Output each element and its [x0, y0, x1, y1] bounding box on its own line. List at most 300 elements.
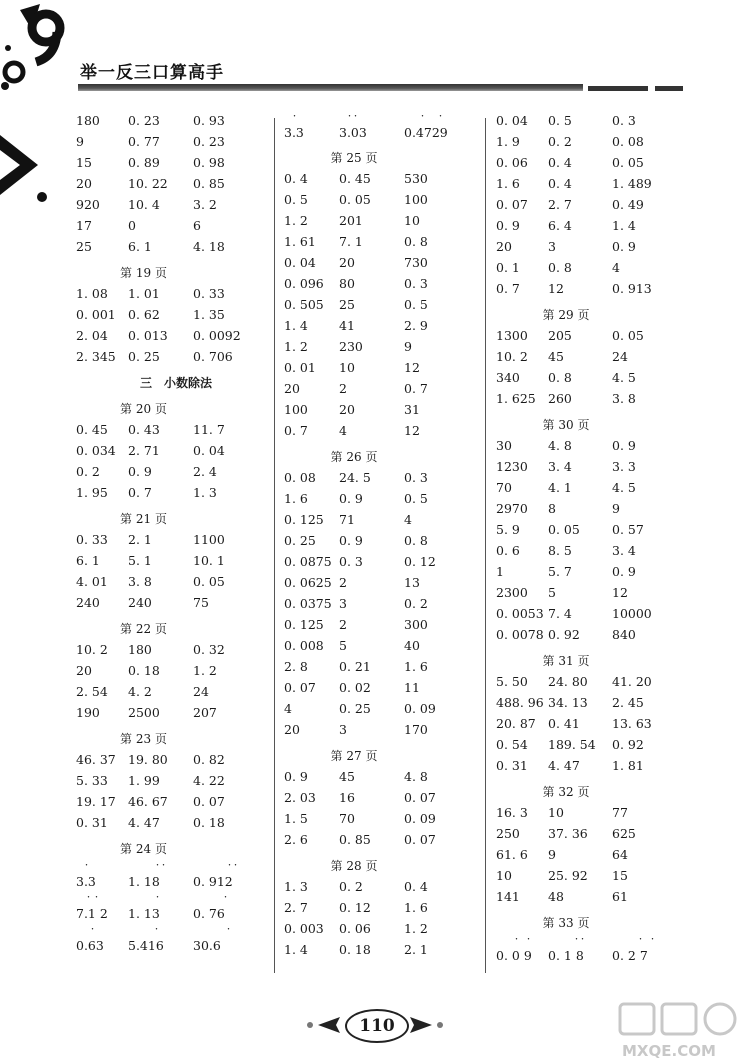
answer-row [496, 564, 696, 585]
answer-row [76, 574, 271, 595]
answer-value: 45 [548, 349, 564, 364]
answer-value: 19. 80 [128, 752, 168, 767]
answer-value: 3. 8 [128, 574, 152, 589]
answer-value: 2300 [496, 585, 528, 600]
repeating-decimal-dot: ˙ [526, 938, 531, 949]
answer-value: 4. 22 [193, 773, 225, 788]
answer-row [76, 485, 271, 506]
answer-value: 5. 33 [76, 773, 108, 788]
answer-column-3 [496, 113, 696, 968]
answer-value: 2. 1 [404, 942, 428, 957]
answer-value: 0. 001 [76, 307, 116, 322]
answer-value: 2. 1 [128, 532, 152, 547]
answer-row [284, 769, 484, 790]
repeating-decimal-dot: ˙ [155, 864, 160, 875]
answer-value: 0. 08 [612, 134, 644, 149]
answer-value: 1. 2 [284, 339, 308, 354]
answer-value: 0. 5 [404, 491, 428, 506]
answer-value: 0. 32 [193, 642, 225, 657]
answer-column-2 [284, 113, 484, 963]
answer-row [284, 213, 484, 234]
answer-value: 2. 03 [284, 790, 316, 805]
answer-value: 0. 07 [404, 790, 436, 805]
answer-value: 4. 47 [128, 815, 160, 830]
answer-row [76, 197, 271, 218]
page-heading: 第 19 页 [120, 266, 167, 280]
answer-row [496, 480, 696, 501]
answer-value: 2. 04 [76, 328, 108, 343]
answer-value: 100 [404, 192, 428, 207]
answer-row [76, 752, 271, 773]
answer-value: 0. 0092 [193, 328, 241, 343]
answer-row [76, 705, 271, 726]
answer-row [496, 459, 696, 480]
answer-value: 1. 5 [284, 811, 308, 826]
answer-value: 260 [548, 391, 572, 406]
answer-value: 10 [548, 805, 564, 820]
answer-row [76, 862, 271, 894]
answer-row [76, 113, 271, 134]
answer-value: 0. 57 [612, 522, 644, 537]
answer-value: 5 [548, 585, 556, 600]
answer-value: 300 [404, 617, 428, 632]
answer-row [496, 260, 696, 281]
answer-value: 1. 81 [612, 758, 644, 773]
answer-value: 4. 2 [128, 684, 152, 699]
answer-value: 0. 23 [193, 134, 225, 149]
answer-value: 0. 9 [339, 491, 363, 506]
answer-value: 4 [284, 701, 292, 716]
repeating-decimal-dot: ˙ [580, 938, 585, 949]
answer-value: 0. 04 [284, 255, 316, 270]
answer-value: 46. 37 [76, 752, 116, 767]
answer-value: 0. 125 [284, 617, 324, 632]
answer-value: 4. 8 [404, 769, 428, 784]
answer-value: 0. 0078 [496, 627, 544, 642]
answer-value: 16. 3 [496, 805, 528, 820]
repeating-decimal-dot: ˙ [438, 115, 443, 126]
answer-value: 205 [548, 328, 572, 343]
answer-value: 2. 8 [284, 659, 308, 674]
answer-value: 20 [339, 402, 355, 417]
answer-value: 10. 4 [128, 197, 160, 212]
answer-value: 4. 01 [76, 574, 108, 589]
answer-row [76, 595, 271, 616]
answer-value: 0. 0375 [284, 596, 332, 611]
answer-value: 2 [339, 381, 347, 396]
answer-value: 0. 3 [404, 276, 428, 291]
answer-value: 0. 7 [496, 281, 520, 296]
answer-value: 0. 12 [339, 900, 371, 915]
answer-value: 0. 54 [496, 737, 528, 752]
answer-row [284, 297, 484, 318]
answer-value: 1230 [496, 459, 528, 474]
answer-row [284, 554, 484, 575]
answer-value: 64 [612, 847, 628, 862]
page-heading: 第 21 页 [120, 512, 167, 526]
answer-value: 45 [339, 769, 355, 784]
answer-value: 24. 5 [339, 470, 371, 485]
answer-value: 0. 07 [496, 197, 528, 212]
answer-row [496, 370, 696, 391]
answer-value: 0. 008 [284, 638, 324, 653]
answer-value: 24. 80 [548, 674, 588, 689]
answer-row [284, 470, 484, 491]
answer-row [76, 794, 271, 815]
answer-value: 75 [193, 595, 209, 610]
answer-value: 4. 18 [193, 239, 225, 254]
answer-value: 0. 41 [548, 716, 580, 731]
answer-row [76, 894, 271, 926]
answer-value: 2. 7 [548, 197, 572, 212]
answer-row [76, 532, 271, 553]
answer-value: 31 [404, 402, 420, 417]
answer-value: 530 [404, 171, 428, 186]
answer-value: 6. 1 [76, 553, 100, 568]
answer-value: 0. 096 [284, 276, 324, 291]
answer-value: 12 [548, 281, 564, 296]
answer-value: 0. 8 [548, 370, 572, 385]
answer-row [284, 113, 484, 145]
answer-value: 0. 07 [404, 832, 436, 847]
answer-value: 12 [404, 423, 420, 438]
answer-value: 0. 1 [496, 260, 520, 275]
answer-value: 1 [496, 564, 504, 579]
answer-value: 0 [128, 218, 136, 233]
answer-value: 3.03 [339, 125, 367, 140]
answer-value: 0. 77 [128, 134, 160, 149]
repeating-decimal-dot: ˙ [353, 115, 358, 126]
answer-value: 61. 6 [496, 847, 528, 862]
page-heading: 第 33 页 [542, 916, 590, 930]
answer-value: 10. 1 [193, 553, 225, 568]
answer-row [284, 575, 484, 596]
answer-row [496, 889, 696, 910]
answer-row [496, 543, 696, 564]
answer-value: 1. 625 [496, 391, 536, 406]
answer-value: 8. 5 [548, 543, 572, 558]
answer-value: 0. 9 [128, 464, 152, 479]
answer-row [76, 553, 271, 574]
answer-value: 0. 31 [76, 815, 108, 830]
answer-value: 3 [548, 239, 556, 254]
answer-value: 0. 45 [76, 422, 108, 437]
answer-row [284, 659, 484, 680]
answer-value: 180 [128, 642, 152, 657]
answer-value: 0. 9 [339, 533, 363, 548]
answer-row [496, 606, 696, 627]
answer-value: 0. 7 [284, 423, 308, 438]
answer-value: 0. 07 [284, 680, 316, 695]
answer-row [76, 773, 271, 794]
answer-row [496, 281, 696, 302]
answer-value: 25. 92 [548, 868, 588, 883]
answer-row [284, 722, 484, 743]
answer-value: 0. 125 [284, 512, 324, 527]
page-heading: 第 24 页 [120, 842, 167, 856]
answer-value: 0. 9 [612, 564, 636, 579]
repeating-decimal-dot: ˙ [154, 928, 159, 939]
answer-row [496, 176, 696, 197]
answer-row [284, 701, 484, 722]
answer-value: 189. 54 [548, 737, 596, 752]
answer-value: 4. 8 [548, 438, 572, 453]
answer-value: 0. 034 [76, 443, 116, 458]
answer-row [496, 328, 696, 349]
answer-value: 0. 5 [404, 297, 428, 312]
answer-value: 0. 04 [193, 443, 225, 458]
answer-value: 5. 7 [548, 564, 572, 579]
answer-value: 207 [193, 705, 217, 720]
answer-value: 40 [404, 638, 420, 653]
answer-value: 0. 31 [496, 758, 528, 773]
answer-value: 0. 45 [339, 171, 371, 186]
answer-value: 0. 76 [193, 906, 225, 921]
answer-row [496, 501, 696, 522]
answer-value: 3.3 [284, 125, 304, 140]
answer-value: 0. 18 [339, 942, 371, 957]
answer-value: 70 [496, 480, 512, 495]
header-rule [78, 84, 583, 91]
repeating-decimal-dot: ˙ [161, 864, 166, 875]
answer-row [284, 879, 484, 900]
answer-value: 0. 3 [339, 554, 363, 569]
answer-value: 0. 82 [193, 752, 225, 767]
answer-value: 0. 25 [284, 533, 316, 548]
answer-value: 1. 4 [284, 942, 308, 957]
answer-row [284, 192, 484, 213]
answer-value: 1. 2 [193, 663, 217, 678]
answer-row [76, 218, 271, 239]
repeating-decimal-dot: ˙ [227, 864, 232, 875]
repeating-decimal-dot: ˙ [155, 896, 160, 907]
answer-row [496, 936, 696, 968]
answer-value: 0. 85 [339, 832, 371, 847]
repeating-decimal-dot: ˙ [347, 115, 352, 126]
answer-value: 1. 4 [612, 218, 636, 233]
answer-value: 0. 003 [284, 921, 324, 936]
answer-value: 3 [339, 722, 347, 737]
answer-value: 2. 6 [284, 832, 308, 847]
answer-value: 46. 67 [128, 794, 168, 809]
answer-value: 0. 92 [548, 627, 580, 642]
answer-row [76, 815, 271, 836]
answer-value: 0. 62 [128, 307, 160, 322]
answer-value: 0. 33 [193, 286, 225, 301]
page-number: 110 [345, 1009, 409, 1043]
answer-value: 13. 63 [612, 716, 652, 731]
answer-value: 10 [339, 360, 355, 375]
answer-row [284, 234, 484, 255]
answer-value: 0. 6 [496, 543, 520, 558]
answer-value: 0. 05 [612, 328, 644, 343]
answer-value: 170 [404, 722, 428, 737]
answer-row [284, 790, 484, 811]
header-rule-segment [588, 86, 648, 91]
answer-value: 0. 07 [193, 794, 225, 809]
repeating-decimal-dot: ˙ [638, 938, 643, 949]
answer-value: 9 [548, 847, 556, 862]
watermark-text: MXQE.COM [622, 1042, 716, 1060]
answer-value: 0. 43 [128, 422, 160, 437]
answer-value: 2. 54 [76, 684, 108, 699]
answer-value: 0. 505 [284, 297, 324, 312]
answer-value: 0. 23 [128, 113, 160, 128]
answer-value: 1. 01 [128, 286, 160, 301]
answer-value: 1. 9 [496, 134, 520, 149]
answer-row [496, 627, 696, 648]
answer-value: 488. 96 [496, 695, 544, 710]
answer-row [284, 360, 484, 381]
answer-value: 625 [612, 826, 636, 841]
answer-value: 0. 02 [339, 680, 371, 695]
answer-column-1 [76, 113, 271, 958]
answer-value: 230 [339, 339, 363, 354]
answer-value: 920 [76, 197, 100, 212]
page-heading: 第 27 页 [330, 749, 378, 763]
answer-value: 20 [284, 381, 300, 396]
answer-value: 180 [76, 113, 100, 128]
answer-row [76, 349, 271, 370]
repeating-decimal-dot: ˙ [226, 928, 231, 939]
answer-value: 6. 4 [548, 218, 572, 233]
answer-value: 16 [339, 790, 355, 805]
answer-value: 0. 4 [404, 879, 428, 894]
answer-value: 30 [496, 438, 512, 453]
answer-value: 3. 4 [612, 543, 636, 558]
answer-value: 10000 [612, 606, 652, 621]
answer-value: 201 [339, 213, 363, 228]
answer-value: 20 [284, 722, 300, 737]
answer-value: 5.416 [128, 938, 164, 953]
answer-value: 24 [193, 684, 209, 699]
answer-value: 2500 [128, 705, 160, 720]
answer-value: 1. 3 [284, 879, 308, 894]
answer-row [496, 826, 696, 847]
answer-row [496, 695, 696, 716]
section-title: 三 小数除法 [140, 376, 213, 390]
answer-value: 0. 0 9 [496, 948, 532, 963]
logo-mark [0, 0, 80, 100]
answer-row [284, 423, 484, 444]
answer-value: 0. 06 [339, 921, 371, 936]
answer-value: 240 [128, 595, 152, 610]
answer-value: 3 [339, 596, 347, 611]
answer-value: 17 [76, 218, 92, 233]
answer-value: 0.63 [76, 938, 104, 953]
answer-value: 10. 2 [496, 349, 528, 364]
answer-row [284, 255, 484, 276]
answer-value: 0. 98 [193, 155, 225, 170]
answer-row [496, 522, 696, 543]
page-heading: 第 31 页 [542, 654, 590, 668]
answer-row [284, 900, 484, 921]
repeating-decimal-dot: ˙ [84, 864, 89, 875]
answer-value: 0. 3 [612, 113, 636, 128]
answer-value: 0. 9 [612, 239, 636, 254]
page-heading: 第 29 页 [542, 308, 590, 322]
answer-row [284, 680, 484, 701]
answer-value: 0. 85 [193, 176, 225, 191]
answer-value: 6 [193, 218, 201, 233]
answer-row [496, 585, 696, 606]
answer-value: 20. 87 [496, 716, 536, 731]
answer-value: 0. 0625 [284, 575, 332, 590]
column-divider [485, 118, 486, 973]
answer-value: 0. 4 [284, 171, 308, 186]
answer-row [284, 402, 484, 423]
answer-value: 0. 05 [548, 522, 580, 537]
answer-value: 0. 706 [193, 349, 233, 364]
answer-value: 0. 9 [284, 769, 308, 784]
answer-value: 0. 89 [128, 155, 160, 170]
answer-row [284, 318, 484, 339]
answer-value: 0. 08 [284, 470, 316, 485]
answer-value: 4. 1 [548, 480, 572, 495]
answer-value: 3. 8 [612, 391, 636, 406]
answer-value: 0. 913 [612, 281, 652, 296]
answer-value: 7.1 2 [76, 906, 108, 921]
answer-value: 0. 7 [128, 485, 152, 500]
answer-row [284, 617, 484, 638]
page-heading: 第 25 页 [330, 151, 378, 165]
answer-row [496, 868, 696, 889]
answer-value: 4. 47 [548, 758, 580, 773]
answer-value: 1. 61 [284, 234, 316, 249]
answer-value: 20 [76, 176, 92, 191]
answer-value: 0. 9 [496, 218, 520, 233]
header-rule-segment [655, 86, 683, 91]
repeating-decimal-dot: ˙ [223, 896, 228, 907]
answer-value: 2. 345 [76, 349, 116, 364]
answer-value: 2. 45 [612, 695, 644, 710]
answer-row [496, 197, 696, 218]
page-heading: 第 22 页 [120, 622, 167, 636]
answer-row [76, 684, 271, 705]
answer-value: 0. 25 [339, 701, 371, 716]
answer-value: 0. 49 [612, 197, 644, 212]
answer-value: 2. 7 [284, 900, 308, 915]
answer-value: 0. 05 [612, 155, 644, 170]
answer-value: 34. 13 [548, 695, 588, 710]
answer-value: 0. 2 [339, 879, 363, 894]
answer-value: 0. 2 [548, 134, 572, 149]
answer-row [284, 381, 484, 402]
answer-row [76, 307, 271, 328]
answer-value: 0. 912 [193, 874, 233, 889]
answer-row [76, 663, 271, 684]
answer-value: 20 [496, 239, 512, 254]
answer-value: 0. 05 [339, 192, 371, 207]
answer-value: 0. 8 [404, 234, 428, 249]
answer-row [284, 596, 484, 617]
answer-row [496, 155, 696, 176]
answer-value: 3.3 [76, 874, 96, 889]
answer-value: 5 [339, 638, 347, 653]
answer-row [284, 942, 484, 963]
answer-value: 1. 489 [612, 176, 652, 191]
repeating-decimal-dot: ˙ [86, 896, 91, 907]
answer-value: 1. 4 [284, 318, 308, 333]
answer-value: 0. 4 [548, 176, 572, 191]
answer-row [284, 832, 484, 853]
answer-value: 11. 7 [193, 422, 225, 437]
answer-row [496, 438, 696, 459]
answer-value: 1300 [496, 328, 528, 343]
answer-value: 0. 5 [548, 113, 572, 128]
answer-row [284, 638, 484, 659]
answer-value: 9 [76, 134, 84, 149]
